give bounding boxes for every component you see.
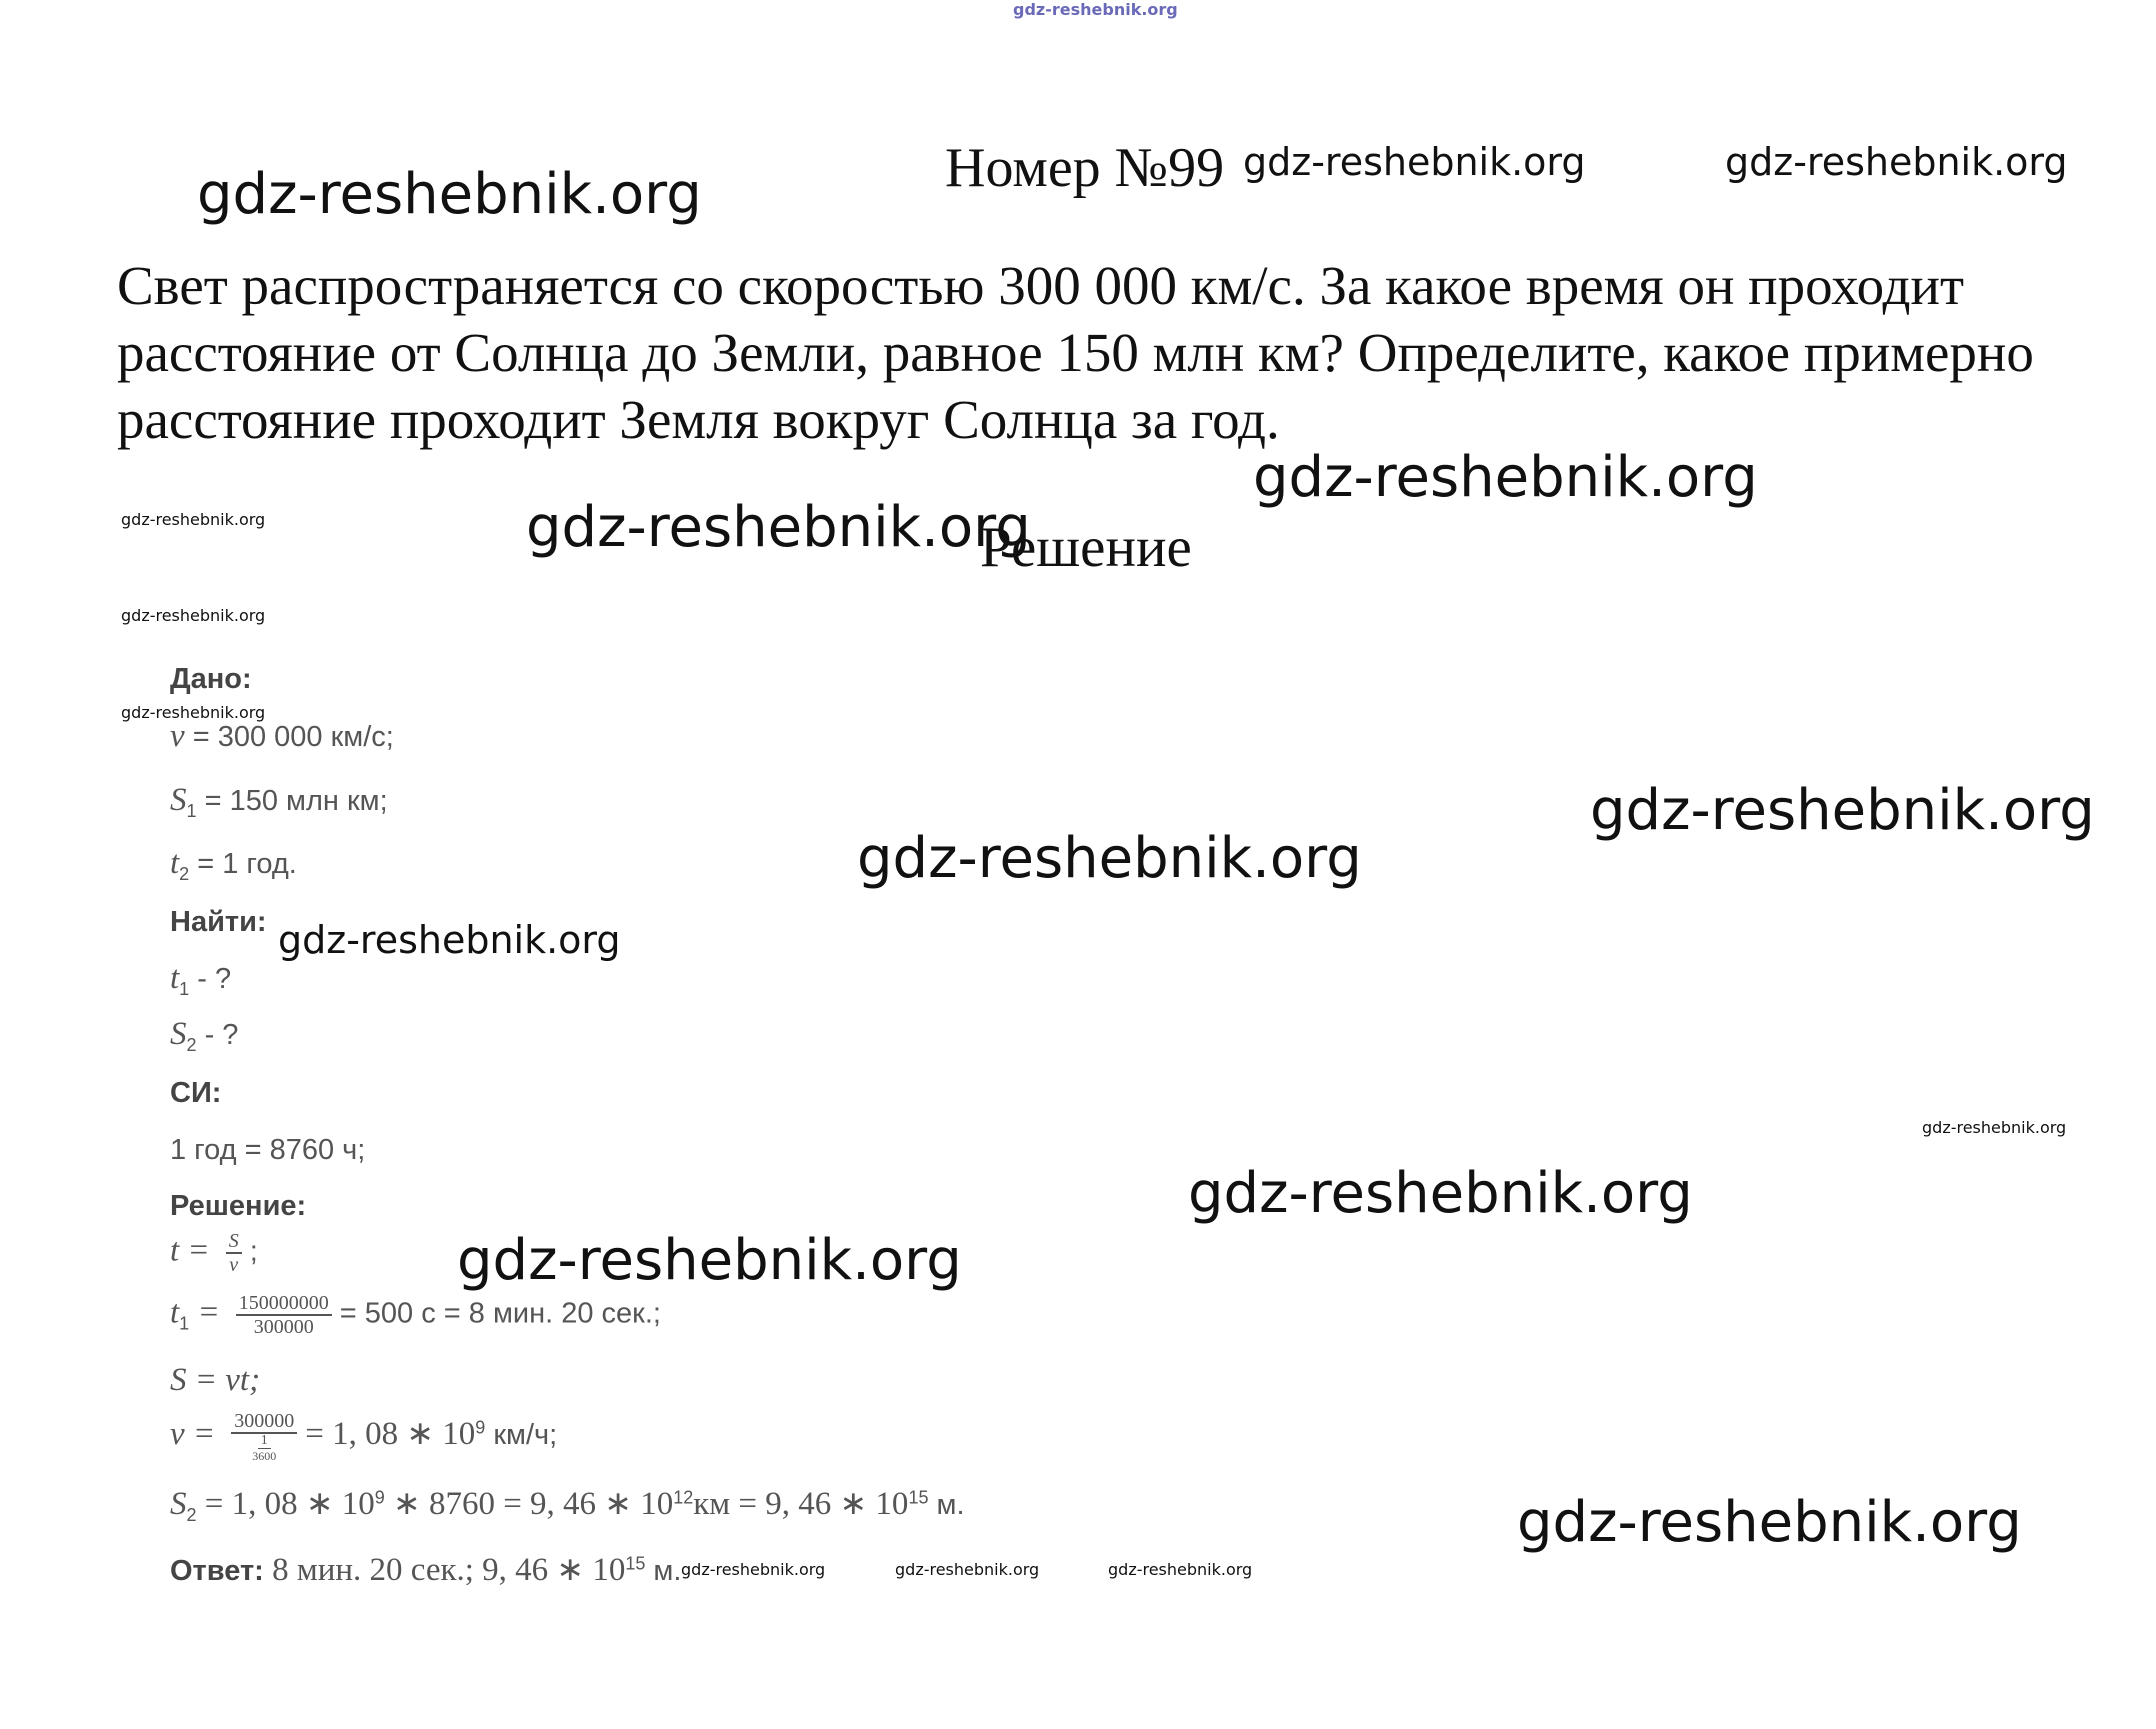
t1-sub: 1 bbox=[179, 978, 190, 999]
solution-heading: Решение bbox=[980, 516, 1192, 579]
formula-s2 bbox=[170, 1483, 965, 1526]
formula-s2-d: км = 9, 46 ∗ 10 bbox=[693, 1486, 909, 1522]
formula-s2-b: = 1, 08 ∗ 10 bbox=[196, 1486, 375, 1522]
solution-label: Решение: bbox=[170, 1190, 307, 1222]
formula-v-fraction bbox=[231, 1410, 297, 1463]
watermark: gdz-reshebnik.org bbox=[1253, 445, 1758, 510]
watermark-small: gdz-reshebnik.org bbox=[121, 510, 266, 529]
t2-symbol: t bbox=[170, 845, 180, 881]
s1-value: = 150 млн км; bbox=[196, 785, 388, 817]
formula-s bbox=[170, 1362, 260, 1399]
watermark-small: gdz-reshebnik.org bbox=[681, 1560, 826, 1579]
t2-value: = 1 год. bbox=[189, 848, 297, 880]
s1-symbol: S bbox=[170, 782, 187, 818]
answer-exp: 15 bbox=[625, 1553, 646, 1574]
formula-s2-e: м. bbox=[928, 1489, 965, 1521]
si-label: СИ: bbox=[170, 1077, 222, 1109]
s2-symbol: S bbox=[170, 1016, 187, 1052]
watermark: gdz-reshebnik.org bbox=[197, 162, 702, 227]
given-label: Дано: bbox=[170, 663, 252, 695]
formula-s2-sym: S bbox=[170, 1486, 187, 1522]
given-t2 bbox=[170, 845, 297, 885]
formula-v-den-den: 3600 bbox=[252, 1449, 277, 1463]
formula-v-unit: км/ч; bbox=[485, 1419, 558, 1452]
t1-value: - ? bbox=[189, 963, 232, 995]
formula-t-den: v bbox=[229, 1254, 239, 1276]
formula-v bbox=[170, 1410, 557, 1463]
watermark: gdz-reshebnik.org bbox=[526, 495, 1031, 560]
watermark: gdz-reshebnik.org bbox=[1590, 778, 2095, 843]
watermark: gdz-reshebnik.org bbox=[278, 918, 621, 962]
watermark-small: gdz-reshebnik.org bbox=[121, 606, 266, 625]
page-title: Номер №99 bbox=[945, 137, 1225, 199]
watermark: gdz-reshebnik.org bbox=[1517, 1490, 2022, 1555]
formula-v-den-num: 1 bbox=[258, 1434, 271, 1449]
watermark: gdz-reshebnik.org bbox=[857, 826, 1362, 891]
formula-t bbox=[170, 1230, 258, 1276]
formula-v-lhs: v = bbox=[170, 1416, 216, 1453]
watermark-small: gdz-reshebnik.org bbox=[1108, 1560, 1253, 1579]
formula-t-num: S bbox=[226, 1230, 242, 1254]
s1-sub: 1 bbox=[186, 800, 197, 821]
task-text: Свет распространяется со скоростью 300 000 км/с. За какое время он проходит расстояние от Солнца до Земли, равное 150 млн км? Определите, какое примерно расстояние проходит Земля вокруг Солнца за год. bbox=[117, 255, 2034, 450]
t2-sub: 2 bbox=[179, 863, 190, 884]
formula-v-den-block bbox=[249, 1434, 279, 1463]
watermark: gdz-reshebnik.org bbox=[457, 1228, 962, 1293]
formula-s2-sub: 2 bbox=[186, 1504, 197, 1525]
formula-t1-sub: 1 bbox=[179, 1313, 190, 1334]
answer bbox=[170, 1549, 681, 1589]
watermark: gdz-reshebnik.org bbox=[1725, 140, 2068, 184]
s2-sub: 2 bbox=[186, 1034, 197, 1055]
given-s1 bbox=[170, 782, 388, 822]
watermark: gdz-reshebnik.org bbox=[1243, 140, 1586, 184]
find-s2 bbox=[170, 1016, 238, 1056]
watermark-small: gdz-reshebnik.org bbox=[1922, 1118, 2067, 1137]
formula-t1-rhs: = 500 с = 8 мин. 20 сек.; bbox=[339, 1297, 661, 1330]
formula-t1-num: 150000000 bbox=[236, 1292, 332, 1316]
answer-a: 8 мин. 20 сек.; 9, 46 ∗ 10 bbox=[263, 1552, 626, 1588]
find-t1 bbox=[170, 960, 231, 1000]
given-v bbox=[170, 718, 394, 755]
formula-v-exp: 9 bbox=[475, 1417, 486, 1438]
formula-t-end: ; bbox=[249, 1235, 258, 1268]
formula-s-text: S = vt; bbox=[170, 1362, 261, 1398]
formula-s2-exp1: 9 bbox=[374, 1487, 385, 1508]
formula-t-fraction bbox=[226, 1230, 242, 1276]
si-value: 1 год = 8760 ч; bbox=[170, 1134, 366, 1166]
formula-t1-den: 300000 bbox=[253, 1316, 314, 1338]
answer-label: Ответ: bbox=[170, 1555, 264, 1587]
formula-t-lhs: t = bbox=[170, 1232, 210, 1269]
formula-v-rhs: = 1, 08 ∗ 10 bbox=[305, 1416, 476, 1453]
formula-t1-eq: = bbox=[189, 1294, 220, 1331]
v-value: = 300 000 км/с; bbox=[184, 721, 394, 753]
formula-s2-exp2: 12 bbox=[673, 1487, 694, 1508]
formula-t1-fraction bbox=[236, 1292, 332, 1338]
watermark: gdz-reshebnik.org bbox=[1188, 1161, 1693, 1226]
s2-value: - ? bbox=[196, 1019, 239, 1051]
watermark-top: gdz-reshebnik.org bbox=[1013, 0, 1178, 19]
formula-s2-exp3: 15 bbox=[908, 1487, 929, 1508]
t1-symbol: t bbox=[170, 960, 180, 996]
formula-s2-c: ∗ 8760 = 9, 46 ∗ 10 bbox=[384, 1486, 674, 1522]
formula-t1 bbox=[170, 1292, 661, 1338]
v-symbol: v bbox=[170, 718, 185, 754]
answer-b: м. bbox=[645, 1555, 682, 1587]
formula-v-num: 300000 bbox=[231, 1410, 297, 1434]
watermark-small: gdz-reshebnik.org bbox=[121, 703, 266, 722]
find-label: Найти: bbox=[170, 906, 267, 938]
formula-t1-lhs: t bbox=[170, 1294, 180, 1331]
watermark-small: gdz-reshebnik.org bbox=[895, 1560, 1040, 1579]
